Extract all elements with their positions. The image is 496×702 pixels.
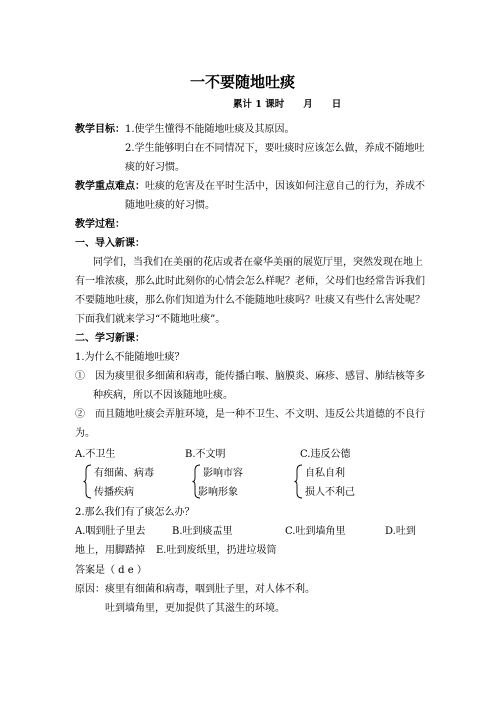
answer-d: D.吐到 xyxy=(385,526,416,537)
goal-1: 1.使学生懂得不能随地吐痰及其原因。 xyxy=(125,124,295,135)
intro-line-4: 下面我们就来学习“不随地吐痰”。 xyxy=(75,314,226,325)
question-2: 2.那么我们有了痰怎么办？ xyxy=(75,507,195,518)
intro-line-1: 同学们，当我们在美丽的花店或者在豪华美丽的展览厅里，突然发现在地上 xyxy=(93,257,423,268)
reason-2-line-2: 为。 xyxy=(75,428,95,439)
key-label: 教学重点难点： xyxy=(75,181,145,192)
page-title: 一不要随地吐痰 xyxy=(190,73,296,91)
reason-2-line-1: ② 而且随地吐痰会弄脏环境，是一种不卫生、不文明、违反公共道德的不良行 xyxy=(75,409,425,420)
key-line-1: 吐痰的危害及在平时生活中，因该如何注意自己的行为，养成不 xyxy=(145,181,425,192)
section-2-heading: 二、学习新课： xyxy=(75,333,145,344)
option-c-line-2: 损人不利己 xyxy=(305,487,355,498)
reason-1-line-2: 种疾病，所以不因该随地吐痰。 xyxy=(93,390,233,401)
option-b-line-1: 影响市容 xyxy=(203,468,243,479)
goal-2: 2.学生能够明白在不同情况下，要吐痰时应该怎么做，养成不随地吐 xyxy=(125,143,425,154)
goal-2-cont: 痰的好习惯。 xyxy=(125,162,185,173)
option-a-line-2: 传播疾病 xyxy=(94,487,134,498)
intro-line-2: 有一堆浓痰，那么此时此刻你的心情会怎么样呢？老师，父母们也经常告诉我们 xyxy=(75,276,425,287)
reason-line-2: 吐到墙角里，更加提供了其滋生的环境。 xyxy=(105,603,285,614)
option-c-line-1: 自私自利 xyxy=(305,468,345,479)
option-a-head: A.不卫生 xyxy=(75,449,116,460)
reason-line-1: 原因：痰里有细菌和病毒，咽到肚子里，对人体不利。 xyxy=(75,584,315,595)
goals-label: 教学目标： xyxy=(75,124,125,135)
answer-d-cont: 地上，用脚踏掉 xyxy=(75,545,145,556)
lesson-meta: 累计 1 课时 月 日 xyxy=(233,99,342,110)
answer-line: 答案是（ d e ） xyxy=(75,565,147,576)
brace-a xyxy=(83,464,92,499)
option-a-line-1: 有细菌、病毒 xyxy=(94,468,154,479)
reason-1-line-1: ① 因为痰里很多细菌和病毒，能传播白喉、脑膜炎、麻疹、感冒、肺结核等多 xyxy=(75,371,425,382)
process-label: 教学过程： xyxy=(75,219,125,230)
option-b-line-2: 影响形象 xyxy=(198,487,238,498)
answer-b: B.吐到痰盂里 xyxy=(172,526,233,537)
answer-c: C.吐到墙角里 xyxy=(285,526,346,537)
option-c-head: C.违反公德 xyxy=(300,449,351,460)
intro-line-3: 不要随地吐痰，那么你们知道为什么不能随地吐痰吗？吐痰又有些什么害处呢？ xyxy=(75,295,425,306)
section-1-heading: 一、导入新课： xyxy=(75,238,145,249)
answer-e: E.吐到废纸里，扔进垃圾筒 xyxy=(156,545,277,556)
option-b-head: B.不文明 xyxy=(185,449,226,460)
key-line-2: 随地吐痰的好习惯。 xyxy=(125,200,215,211)
question-1: 1.为什么不能随地吐痰？ xyxy=(75,352,185,363)
answer-a: A.咽到肚子里去 xyxy=(75,526,146,537)
brace-c xyxy=(294,464,303,499)
